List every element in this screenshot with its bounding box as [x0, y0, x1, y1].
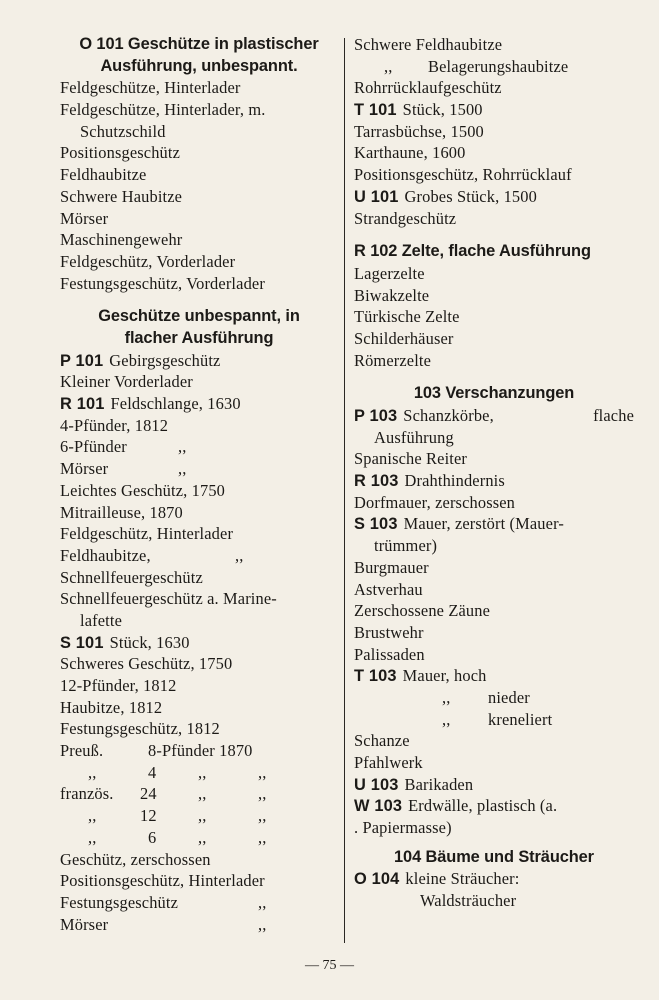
list-item: Feldgeschütz, Hinterlader	[60, 524, 234, 544]
list-item	[354, 405, 634, 427]
list-item: Feldgeschütze, Hinterlader	[60, 78, 241, 98]
list-item	[60, 632, 338, 654]
item-code: S 103	[354, 515, 398, 534]
list-item: trümmer)	[374, 536, 438, 556]
ditto-mark: ,,	[258, 806, 267, 826]
ditto-mark: ,,	[88, 827, 97, 847]
list-item: Schwere Haubitze	[60, 186, 183, 206]
right-column	[354, 34, 634, 912]
section-heading-o101-cont: Ausführung, unbespannt.	[100, 56, 298, 75]
item-text: Schanzkörbe,	[403, 406, 494, 426]
list-item: Haubitze, 1812	[60, 697, 163, 717]
section-heading-o101: O 101 Geschütze in plastischer	[79, 35, 319, 53]
item-text: Grobes Stück, 1500	[404, 186, 537, 206]
section-heading-flach: Geschütze unbespannt, in	[98, 307, 300, 326]
list-item: Schanze	[354, 731, 410, 751]
item-text: Erdwälle, plastisch (a.	[408, 796, 558, 816]
list-item	[354, 186, 634, 208]
item-text: 12	[140, 806, 157, 826]
item-text: Stück, 1630	[109, 632, 190, 652]
list-item: Positionsgeschütz	[60, 143, 181, 163]
ditto-mark: ,,	[384, 56, 393, 76]
list-item: Biwakzelte	[354, 285, 430, 305]
list-item	[60, 350, 338, 372]
ditto-mark: ,,	[258, 827, 267, 847]
list-item: . Papiermasse)	[354, 818, 452, 838]
ditto-mark: ,,	[178, 437, 187, 457]
ditto-mark: ,,	[235, 545, 244, 565]
list-item: Astverhau	[354, 579, 423, 599]
ditto-mark: ,,	[198, 827, 207, 847]
list-item: Pfahlwerk	[354, 753, 423, 773]
list-item: Festungsgeschütz, 1812	[60, 719, 220, 739]
list-item	[354, 774, 634, 796]
section-heading-r102	[354, 241, 634, 263]
list-item: Waldsträucher	[420, 891, 517, 911]
item-text: Belagerungshaubitze	[428, 56, 569, 76]
section-heading-103: 103 Verschanzungen	[413, 384, 575, 403]
list-item	[60, 393, 338, 415]
section-heading-104: 104 Bäume und Sträucher	[394, 847, 594, 866]
item-text: 4	[148, 762, 157, 782]
list-item: Feldgeschütz, Vorderlader	[60, 251, 236, 271]
item-code: P 101	[60, 351, 104, 370]
ditto-mark: ,,	[88, 806, 97, 826]
list-item: Schnellfeuergeschütz	[60, 567, 203, 587]
list-item	[354, 709, 634, 731]
list-item: Dorfmauer, zerschossen	[354, 492, 516, 512]
item-text: flache	[593, 406, 634, 426]
item-code: U 103	[354, 775, 399, 794]
list-item	[60, 914, 338, 936]
ditto-mark: ,,	[198, 762, 207, 782]
column-divider	[344, 38, 345, 943]
item-text: 8-Pfünder 1870	[148, 741, 253, 761]
item-text: Gebirgsgeschütz	[109, 350, 221, 370]
page-number: — 75 —	[305, 958, 354, 973]
list-item	[60, 545, 338, 567]
list-item: 4-Pfünder, 1812	[60, 415, 169, 435]
list-item: Rohrrücklaufgeschütz	[354, 78, 502, 98]
list-item	[60, 436, 338, 458]
ditto-mark: ,,	[88, 762, 97, 782]
list-item: Schnellfeuergeschütz a. Marine-	[60, 589, 277, 609]
item-text: Stück, 1500	[402, 100, 483, 120]
list-item: Festungsgeschütz, Vorderlader	[60, 273, 265, 293]
list-item: Schwere Feldhaubitze	[354, 35, 503, 54]
list-item	[354, 56, 634, 78]
list-item: Tarrasbüchse, 1500	[354, 121, 484, 141]
list-item	[354, 795, 634, 817]
ditto-mark: ,,	[198, 784, 207, 804]
item-code: W 103	[354, 797, 403, 816]
list-item: Schutzschild	[80, 121, 166, 141]
list-item	[354, 868, 634, 890]
item-code: T 101	[354, 101, 397, 120]
list-item: Kleiner Vorderlader	[60, 372, 193, 392]
list-item	[60, 805, 338, 827]
list-item: Geschütz, zerschossen	[60, 849, 211, 869]
item-text: Mauer, hoch	[402, 666, 487, 686]
item-code: O 104	[354, 870, 400, 889]
list-item: lafette	[80, 610, 122, 630]
list-item: Schilderhäuser	[354, 328, 454, 348]
list-item	[354, 513, 634, 535]
item-text: 24	[140, 784, 157, 804]
section-heading-flach-cont: flacher Ausführung	[124, 328, 274, 347]
item-code: R 102	[354, 242, 398, 261]
list-item: Ausführung	[374, 427, 454, 447]
ditto-mark: ,,	[258, 914, 267, 934]
list-item	[60, 740, 338, 762]
item-code: S 101	[60, 633, 104, 652]
list-item: Burgmauer	[354, 557, 429, 577]
item-text: Festungsgeschütz	[60, 892, 179, 912]
item-code: T 103	[354, 667, 397, 686]
ditto-mark: ,,	[258, 762, 267, 782]
item-text: kleine Sträucher:	[405, 869, 520, 889]
list-item: Mitrailleuse, 1870	[60, 502, 183, 522]
list-item: Brustwehr	[354, 622, 424, 642]
item-text: nieder	[488, 687, 530, 707]
list-item: Maschinengewehr	[60, 230, 183, 250]
list-item	[60, 892, 338, 914]
list-item	[60, 458, 338, 480]
list-item: Positionsgeschütz, Rohrrücklauf	[354, 165, 572, 185]
item-text: Barikaden	[404, 774, 474, 794]
list-item	[354, 665, 634, 687]
list-item: Lagerzelte	[354, 263, 425, 283]
list-item: Spanische Reiter	[354, 449, 468, 469]
list-item: Karthaune, 1600	[354, 143, 466, 163]
ditto-mark: ,,	[442, 687, 451, 707]
list-item	[60, 762, 338, 784]
item-text: Mörser	[60, 459, 109, 479]
item-code: R 101	[60, 395, 105, 414]
list-item	[354, 470, 634, 492]
item-code: R 103	[354, 472, 399, 491]
item-code: P 103	[354, 407, 398, 426]
list-item: Feldhaubitze	[60, 165, 147, 185]
list-item: Zerschossene Zäune	[354, 601, 491, 621]
ditto-mark: ,,	[178, 459, 187, 479]
list-item: Palissaden	[354, 644, 425, 664]
ditto-mark: ,,	[442, 709, 451, 729]
list-item	[60, 783, 338, 805]
heading-text: Zelte, flache Ausführung	[401, 242, 591, 261]
item-text: Mörser	[60, 914, 109, 934]
item-text: kreneliert	[488, 709, 553, 729]
list-item: Positionsgeschütz, Hinterlader	[60, 871, 265, 891]
ditto-mark: ,,	[258, 892, 267, 912]
item-text: 6	[148, 827, 157, 847]
ditto-mark: ,,	[198, 806, 207, 826]
list-item: Türkische Zelte	[354, 307, 460, 327]
ditto-mark: ,,	[258, 784, 267, 804]
list-item: Mörser	[60, 208, 109, 228]
list-item: 12-Pfünder, 1812	[60, 676, 177, 695]
item-text: Preuß.	[60, 741, 104, 761]
item-text: Mauer, zerstört (Mauer-	[403, 514, 564, 534]
item-text: 6-Pfünder	[60, 437, 127, 457]
left-column	[60, 34, 338, 935]
item-text: französ.	[60, 784, 114, 804]
list-item	[354, 99, 634, 121]
item-text: Feldschlange, 1630	[110, 394, 241, 414]
item-text: Feldhaubitze,	[60, 545, 151, 565]
list-item: Strandgeschütz	[354, 208, 457, 228]
list-item: Schweres Geschütz, 1750	[60, 654, 233, 674]
list-item	[60, 827, 338, 849]
item-text: Drahthindernis	[404, 471, 505, 491]
list-item	[354, 687, 634, 709]
item-code: U 101	[354, 187, 399, 206]
list-item: Feldgeschütze, Hinterlader, m.	[60, 100, 266, 120]
list-item: Römerzelte	[354, 350, 432, 370]
list-item: Leichtes Geschütz, 1750	[60, 480, 226, 500]
